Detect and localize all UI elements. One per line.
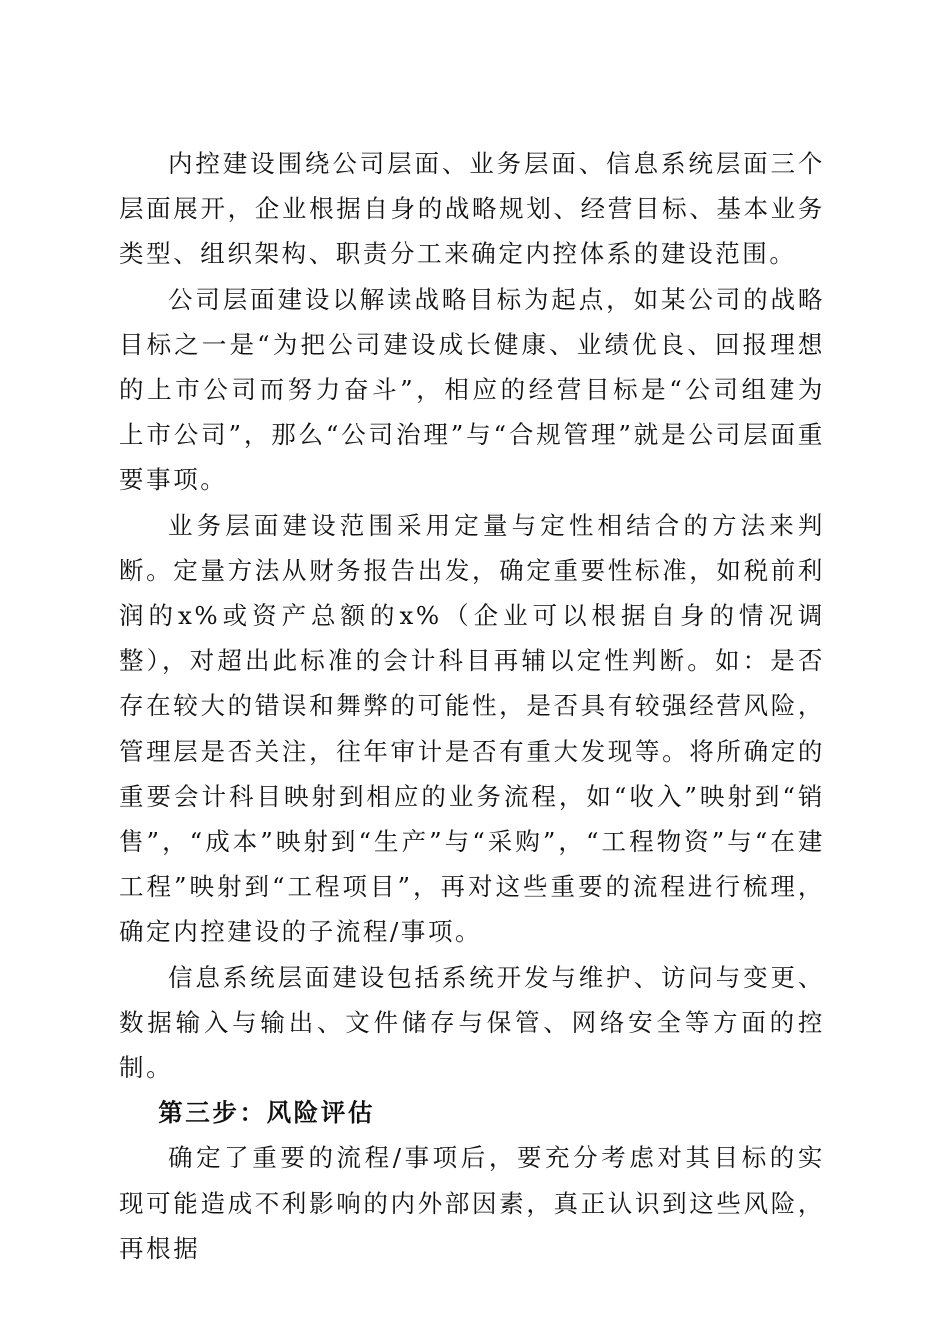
paragraph-company-level: 公司层面建设以解读战略目标为起点，如某公司的战略目标之一是“为把公司建设成长健康、业绩优良、回报理想的上市公司而努力奋斗”，相应的经营目标是“公司组建为上市公司”，那么“公司治理”与“合规管理”就是公司层面重要事项。 — [119, 284, 825, 495]
section-heading-risk-assessment: 第三步：风险评估 — [158, 1098, 375, 1128]
paragraph-business-level: 业务层面建设范围采用定量与定性相结合的方法来判断。定量方法从财务报告出发，确定重要性标准，如税前利润的x%或资产总额的x%（企业可以根据自身的情况调整），对超出此标准的会计科目再辅以定性判断。如：是否存在较大的错误和舞弊的可能性，是否具有较强经营风险，管理层是否关注，往年审计是否有重大发现等。将所确定的重要会计科目映射到相应的业务流程，如“收入”映射到“销售”，“成本”映射到“生产”与“采购”，“工程物资”与“在建工程”映射到“工程项目”，再对这些重要的流程进行梳理，确定内控建设的子流程/事项。 — [119, 510, 825, 947]
paragraph-info-system-level: 信息系统层面建设包括系统开发与维护、访问与变更、数据输入与输出、文件储存与保管、网络安全等方面的控制。 — [119, 962, 825, 1083]
document-page — [119, 141, 825, 1271]
paragraph-scope-overview: 内控建设围绕公司层面、业务层面、信息系统层面三个层面展开，企业根据自身的战略规划、经营目标、基本业务类型、组织架构、职责分工来确定内控体系的建设范围。 — [119, 149, 825, 269]
paragraph-risk-assessment: 确定了重要的流程/事项后，要充分考虑对其目标的实现可能造成不利影响的内外部因素，真正认识到这些风险，再根据 — [119, 1143, 825, 1263]
